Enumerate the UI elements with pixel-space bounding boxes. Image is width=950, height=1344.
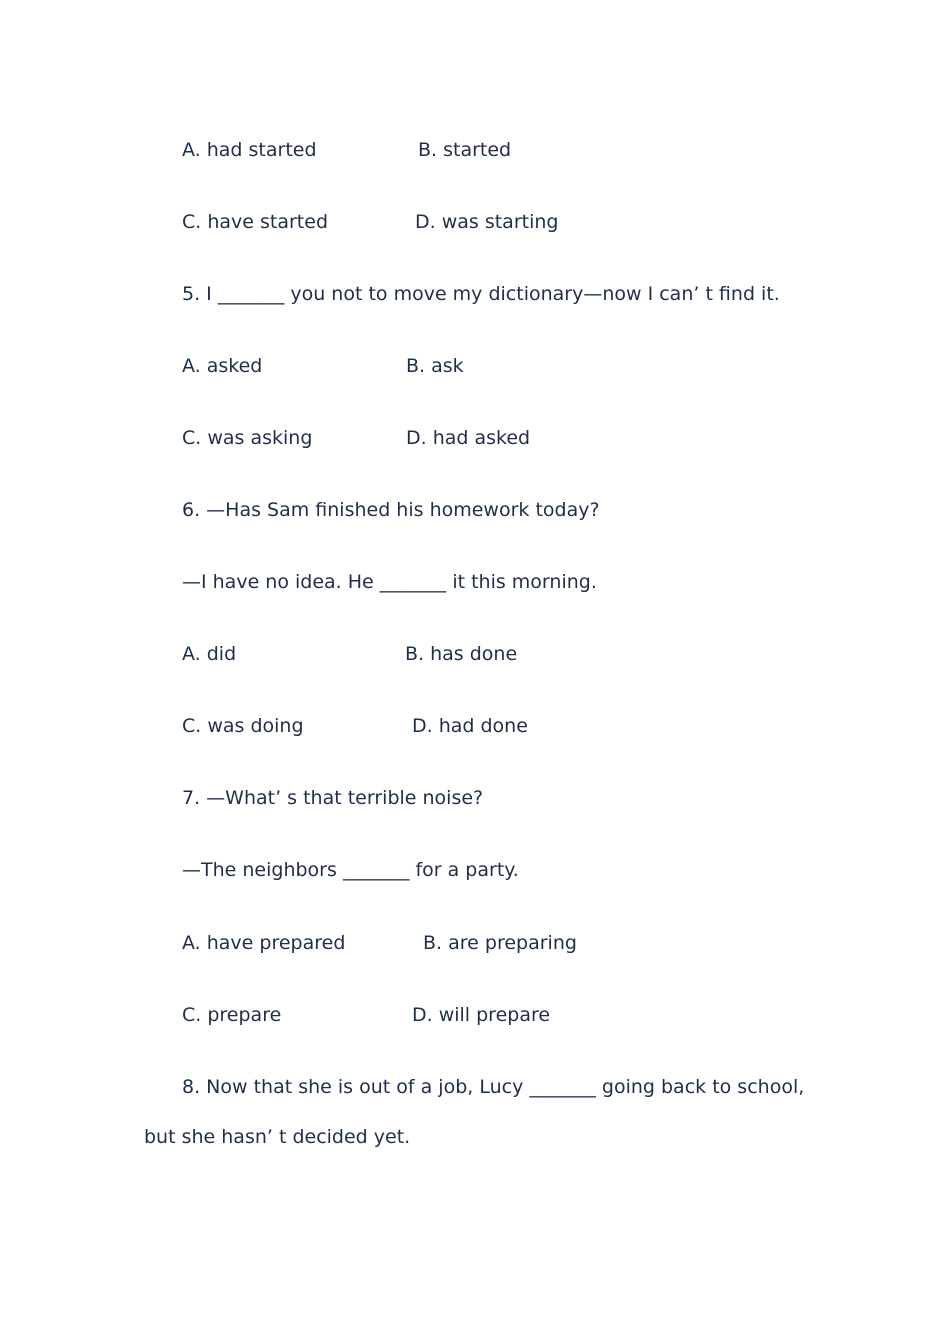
q4-option-b: B. started [418,139,512,161]
q7-option-a: A. have prepared [182,932,346,954]
q7-stem: 7. —What’ s that terrible noise? [182,787,484,809]
q4-option-a: A. had started [182,139,317,161]
q6-option-b: B. has done [405,643,518,665]
q8-stem-line-1: 8. Now that she is out of a job, Lucy _______ going back to school, [182,1076,805,1098]
q7-option-c: C. prepare [182,1004,282,1026]
q5-option-c: C. was asking [182,427,313,449]
q5-option-d: D. had asked [406,427,531,449]
q5-option-b: B. ask [406,355,464,377]
q8-stem-line-2: but she hasn’ t decided yet. [144,1126,411,1148]
q7-option-b: B. are preparing [423,932,577,954]
q4-option-d: D. was starting [415,211,559,233]
q6-option-c: C. was doing [182,715,304,737]
q4-option-c: C. have started [182,211,329,233]
q6-stem: 6. —Has Sam finished his homework today? [182,499,600,521]
q7-reply: —The neighbors _______ for a party. [182,859,519,881]
q6-option-a: A. did [182,643,237,665]
q7-option-d: D. will prepare [412,1004,551,1026]
q6-reply: —I have no idea. He _______ it this morning. [182,571,597,593]
q5-stem: 5. I _______ you not to move my dictionary—now I can’ t find it. [182,283,780,305]
q6-option-d: D. had done [412,715,528,737]
q5-option-a: A. asked [182,355,263,377]
